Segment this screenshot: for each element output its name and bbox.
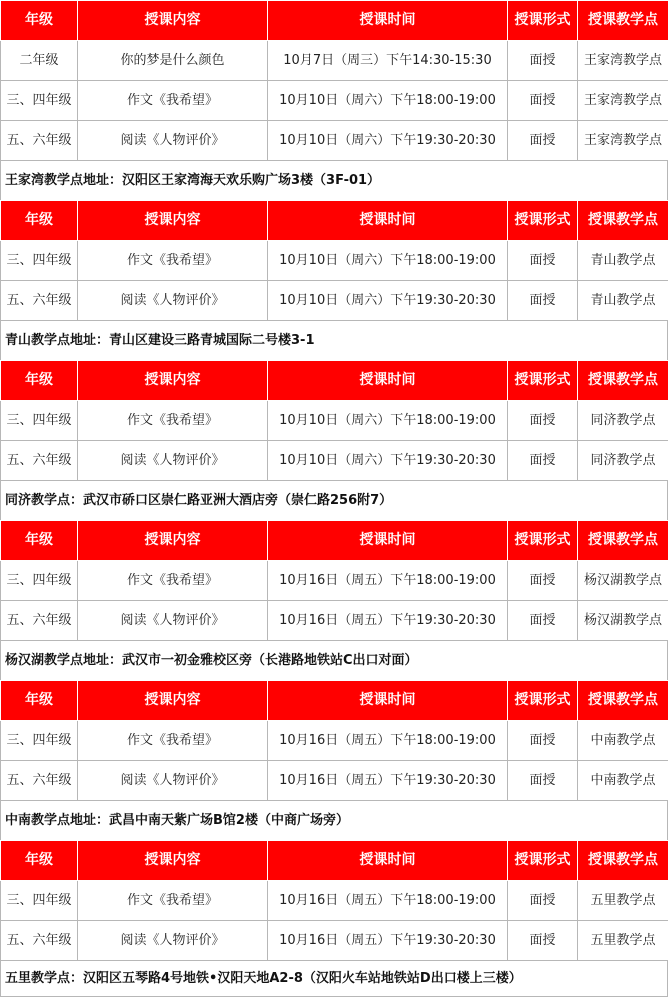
- table-row: [1, 921, 668, 961]
- cell-format: 面授: [508, 441, 578, 481]
- schedule-section: [0, 200, 668, 360]
- header-location: 授课教学点: [578, 1, 668, 41]
- header-grade: 年级: [1, 361, 78, 401]
- cell-location: 五里教学点: [578, 921, 668, 961]
- schedule-table: [0, 840, 668, 961]
- cell-content: 阅读《人物评价》: [78, 601, 268, 641]
- cell-format: 面授: [508, 761, 578, 801]
- table-row: [1, 41, 668, 81]
- header-location: 授课教学点: [578, 681, 668, 721]
- cell-content: 作文《我希望》: [78, 721, 268, 761]
- schedule-table: [0, 680, 668, 801]
- header-format: 授课形式: [508, 1, 578, 41]
- header-grade: 年级: [1, 681, 78, 721]
- cell-format: 面授: [508, 721, 578, 761]
- header-location: 授课教学点: [578, 521, 668, 561]
- cell-grade: 三、四年级: [1, 401, 78, 441]
- cell-location: 王家湾教学点: [578, 81, 668, 121]
- header-time: 授课时间: [268, 681, 508, 721]
- header-time: 授课时间: [268, 841, 508, 881]
- location-address: 青山教学点地址：青山区建设三路青城国际二号楼3-1: [0, 321, 668, 360]
- cell-time: 10月10日（周六）下午18:00-19:00: [268, 81, 508, 121]
- cell-content: 阅读《人物评价》: [78, 281, 268, 321]
- header-time: 授课时间: [268, 1, 508, 41]
- cell-grade: 五、六年级: [1, 921, 78, 961]
- header-grade: 年级: [1, 1, 78, 41]
- cell-location: 王家湾教学点: [578, 121, 668, 161]
- header-content: 授课内容: [78, 361, 268, 401]
- table-row: [1, 761, 668, 801]
- table-row: [1, 601, 668, 641]
- cell-format: 面授: [508, 561, 578, 601]
- cell-location: 同济教学点: [578, 401, 668, 441]
- cell-format: 面授: [508, 601, 578, 641]
- cell-location: 五里教学点: [578, 881, 668, 921]
- cell-location: 同济教学点: [578, 441, 668, 481]
- header-format: 授课形式: [508, 681, 578, 721]
- cell-format: 面授: [508, 241, 578, 281]
- cell-grade: 三、四年级: [1, 881, 78, 921]
- cell-grade: 三、四年级: [1, 721, 78, 761]
- cell-time: 10月16日（周五）下午19:30-20:30: [268, 761, 508, 801]
- cell-time: 10月10日（周六）下午19:30-20:30: [268, 441, 508, 481]
- header-time: 授课时间: [268, 521, 508, 561]
- cell-time: 10月10日（周六）下午19:30-20:30: [268, 121, 508, 161]
- table-header-row: [1, 1, 668, 41]
- header-grade: 年级: [1, 201, 78, 241]
- header-content: 授课内容: [78, 841, 268, 881]
- location-address: 五里教学点：汉阳区五琴路4号地铁•汉阳天地A2-8（汉阳火车站地铁站D出口楼上三楼）: [0, 961, 668, 997]
- cell-grade: 二年级: [1, 41, 78, 81]
- table-row: [1, 721, 668, 761]
- cell-grade: 五、六年级: [1, 121, 78, 161]
- header-format: 授课形式: [508, 361, 578, 401]
- table-header-row: [1, 361, 668, 401]
- header-time: 授课时间: [268, 201, 508, 241]
- cell-format: 面授: [508, 281, 578, 321]
- cell-grade: 五、六年级: [1, 601, 78, 641]
- cell-time: 10月16日（周五）下午18:00-19:00: [268, 721, 508, 761]
- location-address: 杨汉湖教学点地址：武汉市一初金雅校区旁（长港路地铁站C出口对面）: [0, 641, 668, 680]
- cell-format: 面授: [508, 41, 578, 81]
- schedule-table: [0, 200, 668, 321]
- cell-time: 10月16日（周五）下午18:00-19:00: [268, 561, 508, 601]
- header-format: 授课形式: [508, 201, 578, 241]
- schedule-table: [0, 520, 668, 641]
- header-location: 授课教学点: [578, 361, 668, 401]
- cell-location: 杨汉湖教学点: [578, 601, 668, 641]
- cell-content: 作文《我希望》: [78, 881, 268, 921]
- cell-location: 中南教学点: [578, 721, 668, 761]
- cell-grade: 三、四年级: [1, 561, 78, 601]
- cell-grade: 五、六年级: [1, 281, 78, 321]
- table-row: [1, 401, 668, 441]
- cell-content: 你的梦是什么颜色: [78, 41, 268, 81]
- header-format: 授课形式: [508, 521, 578, 561]
- cell-content: 阅读《人物评价》: [78, 441, 268, 481]
- cell-location: 青山教学点: [578, 241, 668, 281]
- schedule-section: [0, 360, 668, 520]
- cell-time: 10月16日（周五）下午19:30-20:30: [268, 601, 508, 641]
- cell-time: 10月16日（周五）下午18:00-19:00: [268, 881, 508, 921]
- table-row: [1, 441, 668, 481]
- cell-location: 中南教学点: [578, 761, 668, 801]
- cell-time: 10月7日（周三）下午14:30-15:30: [268, 41, 508, 81]
- cell-grade: 五、六年级: [1, 441, 78, 481]
- table-header-row: [1, 841, 668, 881]
- schedule-section: [0, 520, 668, 680]
- schedule-table: [0, 360, 668, 481]
- cell-location: 王家湾教学点: [578, 41, 668, 81]
- cell-location: 杨汉湖教学点: [578, 561, 668, 601]
- schedule-table: [0, 0, 668, 161]
- cell-content: 作文《我希望》: [78, 401, 268, 441]
- cell-content: 作文《我希望》: [78, 241, 268, 281]
- cell-grade: 五、六年级: [1, 761, 78, 801]
- header-content: 授课内容: [78, 201, 268, 241]
- cell-location: 青山教学点: [578, 281, 668, 321]
- header-content: 授课内容: [78, 521, 268, 561]
- schedule-section: [0, 0, 668, 200]
- schedule-section: [0, 840, 668, 997]
- header-content: 授课内容: [78, 681, 268, 721]
- cell-content: 阅读《人物评价》: [78, 121, 268, 161]
- header-grade: 年级: [1, 841, 78, 881]
- table-row: [1, 121, 668, 161]
- table-row: [1, 281, 668, 321]
- table-header-row: [1, 521, 668, 561]
- table-row: [1, 561, 668, 601]
- schedule-section: [0, 680, 668, 840]
- table-row: [1, 81, 668, 121]
- cell-content: 阅读《人物评价》: [78, 761, 268, 801]
- header-content: 授课内容: [78, 1, 268, 41]
- location-address: 同济教学点：武汉市硚口区崇仁路亚洲大酒店旁（崇仁路256附7）: [0, 481, 668, 520]
- table-header-row: [1, 201, 668, 241]
- header-location: 授课教学点: [578, 841, 668, 881]
- cell-format: 面授: [508, 921, 578, 961]
- cell-format: 面授: [508, 81, 578, 121]
- cell-grade: 三、四年级: [1, 241, 78, 281]
- table-row: [1, 241, 668, 281]
- cell-format: 面授: [508, 881, 578, 921]
- cell-format: 面授: [508, 121, 578, 161]
- header-grade: 年级: [1, 521, 78, 561]
- cell-format: 面授: [508, 401, 578, 441]
- cell-content: 作文《我希望》: [78, 561, 268, 601]
- cell-time: 10月10日（周六）下午18:00-19:00: [268, 241, 508, 281]
- cell-time: 10月16日（周五）下午19:30-20:30: [268, 921, 508, 961]
- header-time: 授课时间: [268, 361, 508, 401]
- cell-grade: 三、四年级: [1, 81, 78, 121]
- header-format: 授课形式: [508, 841, 578, 881]
- cell-content: 作文《我希望》: [78, 81, 268, 121]
- cell-content: 阅读《人物评价》: [78, 921, 268, 961]
- cell-time: 10月10日（周六）下午19:30-20:30: [268, 281, 508, 321]
- location-address: 王家湾教学点地址：汉阳区王家湾海天欢乐购广场3楼（3F-01）: [0, 161, 668, 200]
- cell-time: 10月10日（周六）下午18:00-19:00: [268, 401, 508, 441]
- location-address: 中南教学点地址：武昌中南天紫广场B馆2楼（中商广场旁）: [0, 801, 668, 840]
- table-header-row: [1, 681, 668, 721]
- header-location: 授课教学点: [578, 201, 668, 241]
- table-row: [1, 881, 668, 921]
